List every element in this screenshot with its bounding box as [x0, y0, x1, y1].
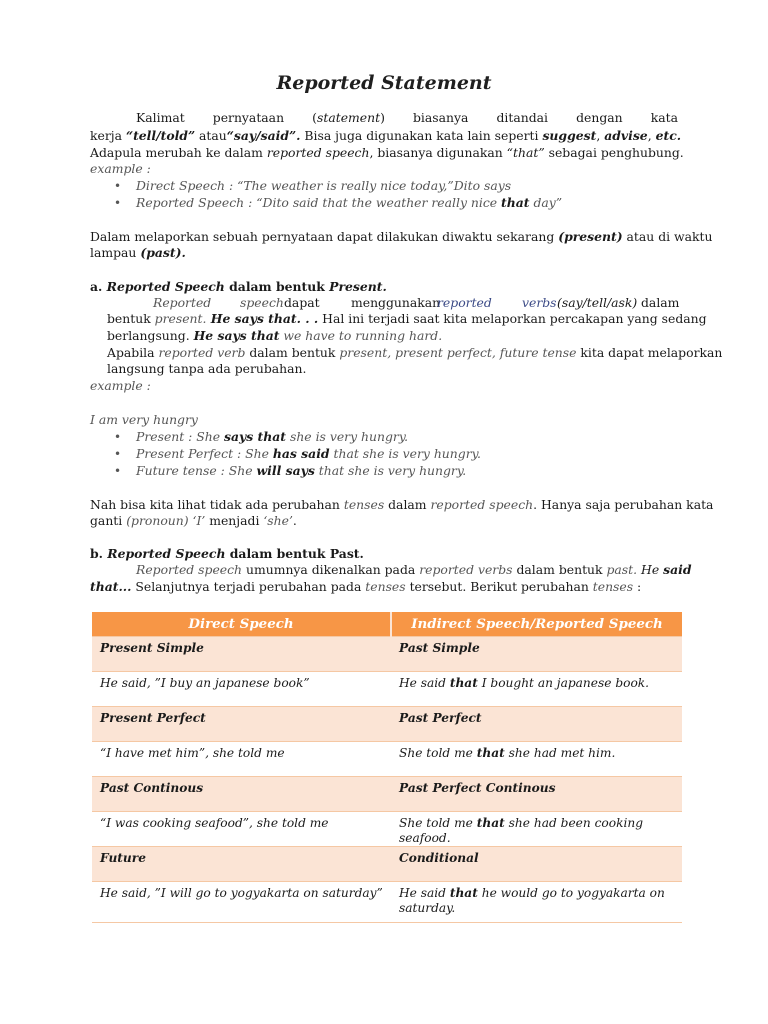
header-indirect-speech: Indirect Speech/Reported Speech — [391, 612, 682, 637]
section-a-line-4: Apabila reported verb dalam bentuk present, present perfect, future tense kita dapat melaporkan — [107, 345, 723, 360]
section-a-line-3: berlangsung. He says that we have to running hard. — [107, 328, 443, 343]
tenses-table — [92, 612, 682, 923]
tense-name-cell: Present Perfect — [92, 707, 391, 742]
tense-name-cell: Future — [92, 847, 391, 882]
intro-word: dengan — [576, 110, 623, 125]
intro-bullet-direct: • Direct Speech : “The weather is really nice today,”Dito says — [136, 178, 676, 194]
section-a-bullet-perfect: • Present Perfect : She has said that she is very hungry. — [136, 446, 676, 462]
intro-word: pernyataan — [212, 110, 285, 125]
para2-line-2: lampau (past). — [90, 245, 186, 260]
example-cell: She told me that she had met him. — [391, 742, 682, 777]
table-row — [92, 672, 682, 707]
intro-bullet-reported: • Reported Speech : “Dito said that the weather really nice that day” — [136, 195, 676, 211]
tense-name-cell: Past Simple — [391, 637, 682, 672]
example-cell: He said, ”I will go to yogyakarta on saturday” — [92, 882, 391, 923]
tense-name-cell: Past Continous — [92, 777, 391, 812]
table-row — [92, 882, 682, 923]
section-a-bullet-future: • Future tense : She will says that she is very hungry. — [136, 463, 676, 479]
example-cell: He said that he would go to yogyakarta on saturday. — [391, 882, 682, 923]
section-b-line-1: Reported speech umumnya dikenalkan pada reported verbs dalam bentuk past. He said — [136, 562, 692, 577]
section-a-heading: a. Reported Speech dalam bentuk Present. — [90, 279, 387, 294]
section-a-line-5: langsung tanpa ada perubahan. — [107, 361, 307, 376]
table-row — [92, 742, 682, 777]
section-a-bullet-present: • Present : She says that she is very hungry. — [136, 429, 676, 445]
intro-word: biasanya — [413, 110, 469, 125]
intro-line-3: Adapula merubah ke dalam reported speech, biasanya digunakan “that” sebagai penghubung. — [90, 145, 684, 160]
header-direct-speech: Direct Speech — [92, 612, 391, 637]
intro-word: Kalimat — [136, 110, 185, 125]
example-cell: He said that I bought an japanese book. — [391, 672, 682, 707]
intro-line-2: kerja “tell/told” atau“say/said”. Bisa juga digunakan kata lain seperti suggest, advise, etc. — [90, 128, 682, 143]
intro-example-label: example : — [90, 161, 151, 176]
table-row — [92, 777, 682, 812]
tense-name-cell: Conditional — [391, 847, 682, 882]
document-page: Reported Statement Kalimat pernyataan (statement) biasanya ditandai dengan kata kerja “tell/told” atau“say/said”. Bisa juga digunakan kata lain seperti suggest, advise, etc. Adapula merubah ke dalam reported speech, biasanya digunakan “that” sebagai penghubung. example : • Direct Speech : “The weather is really nice today,”Dito says • Reported Speech : “Dito said that the weather really nice that day” Dalam melaporkan sebuah pernyataan dapat dilakukan diwaktu sekarang (present) atau di waktu lampau (past). a. Reported Speech dalam bentuk Present. Reported speech dapat menggunakan reported verbs (say/tell/ask) dalam bentuk present. He says that. . . Hal ini terjadi saat kita melaporkan percakapan yang sedang berlangsung. He says that we have to running hard. Apabila reported verb dalam bentuk present, present perfect, future tense kita dapat melaporkan langsung tanpa ada perubahan. example : I am very hungry • Present : She says that she is very hungry. • Present Perfect : She has said that she is very hungry. • Future tense : She will says that she is very hungry. Nah bisa kita lihat tidak ada perubahan tenses dalam reported speech. Hanya saja perubahan kata ganti (pronoun) ‘I’ menjadi ‘she’. b. Reported Speech dalam bentuk Past. Reported speech umumnya dikenalkan pada reported verbs dalam bentuk past. He said that... Selanjutnya terjadi perubahan pada tenses tersebut. Berikut perubahan tenses : Direct Speech Indirect Speech/Reported Speech Present Simple Past Simple He said, ”I buy an japanese book” He said that I bought an japanese book. Present Perfect Past Perfect “I have met him”, she told me She told me that she had met him. Past Continous Past Perfect Continous “I was cooking seafood”, she told me She told me that she had been cooking seafood. Future Conditional He said, ”I will go to yogyakarta on saturday” He said that he would go to yogyakarta on saturday. — [0, 0, 768, 1024]
section-a-example-label: example : — [90, 378, 151, 393]
intro-word: kata — [650, 110, 678, 125]
tense-name-cell: Present Simple — [92, 637, 391, 672]
intro-word: (statement) — [312, 110, 385, 125]
section-a-hungry: I am very hungry — [90, 412, 198, 427]
table-row — [92, 847, 682, 882]
example-cell: She told me that she had been cooking seafood. — [391, 812, 682, 847]
page-title: Reported Statement — [276, 72, 492, 94]
intro-line-1 — [136, 110, 678, 126]
table-header-row — [92, 612, 682, 637]
para2-line-1: Dalam melaporkan sebuah pernyataan dapat dilakukan diwaktu sekarang (present) atau di waktu — [90, 229, 713, 244]
table-row — [92, 637, 682, 672]
para3-line-1: Nah bisa kita lihat tidak ada perubahan tenses dalam reported speech. Hanya saja perubahan kata — [90, 497, 714, 512]
tense-name-cell: Past Perfect Continous — [391, 777, 682, 812]
section-b-line-2: that... Selanjutnya terjadi perubahan pada tenses tersebut. Berikut perubahan tenses : — [90, 579, 642, 594]
table-row — [92, 812, 682, 847]
section-b-heading: b. Reported Speech dalam bentuk Past. — [90, 546, 364, 561]
table-row — [92, 707, 682, 742]
example-cell: He said, ”I buy an japanese book” — [92, 672, 391, 707]
para3-line-2: ganti (pronoun) ‘I’ menjadi ‘she’. — [90, 513, 297, 528]
example-cell: “I was cooking seafood”, she told me — [92, 812, 391, 847]
example-cell: “I have met him”, she told me — [92, 742, 391, 777]
intro-word: ditandai — [496, 110, 549, 125]
section-a-line-2: bentuk present. He says that. . . Hal ini terjadi saat kita melaporkan percakapan yang sedang — [107, 311, 707, 326]
tense-name-cell: Past Perfect — [391, 707, 682, 742]
